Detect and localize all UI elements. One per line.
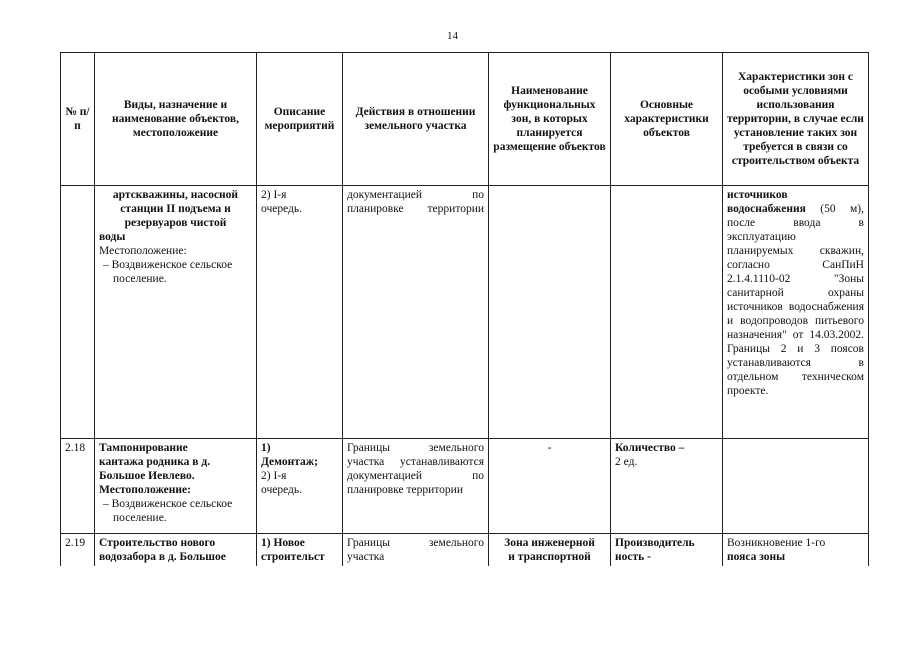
- header-actions: Действия в отношении земельного участка: [343, 53, 489, 186]
- actions-cell: Границы земельного участка устанавливаются документацией по планировке территории: [343, 439, 489, 534]
- measures-cell: 1) Новое строительст: [257, 534, 343, 579]
- object-name-cell: Тампонирование кантажа родника в д. Большое Иевлево. Местоположение: – Воздвиженское сельское поселение.: [95, 439, 257, 534]
- table-row: [61, 439, 869, 534]
- page-number: 14: [447, 30, 458, 42]
- characteristics-cell: Количество – 2 ед.: [611, 439, 723, 534]
- table-row: [61, 186, 869, 439]
- header-objects: Виды, назначение и наименование объектов, местоположение: [95, 53, 257, 186]
- measures-cell: 1) Демонтаж; 2) I-я очередь.: [257, 439, 343, 534]
- row-number: 2.19: [61, 534, 95, 579]
- location-label: Местоположение:: [99, 245, 187, 257]
- header-special-zones: Характеристики зон с особыми условиями использования территории, в случае если установление таких зон требуется в связи со строительством объекта: [723, 53, 869, 186]
- location-value: – Воздвиженское сельское поселение.: [103, 259, 233, 285]
- row-number: 2.18: [61, 439, 95, 534]
- objects-table: [60, 52, 869, 579]
- zones-cell: -: [489, 439, 611, 534]
- header-zones: Наименование функциональных зон, в которых планируется размещение объектов: [489, 53, 611, 186]
- measures-cell: 2) I-я очередь.: [257, 186, 343, 439]
- special-zones-cell: источников водоснабжения (50 м), после ввода в эксплуатацию планируемых скважин, согласно СанПиН 2.1.4.1110-02 "Зоны санитарной охраны источников водоснабжения и водопроводов питьевого назначения" от 14.03.2002. Границы 2 и 3 поясов устанавливаются в отдельном техническом проекте.: [723, 186, 869, 439]
- table-header-row: [61, 53, 869, 186]
- zones-cell: [489, 186, 611, 439]
- zones-cell: Зона инженерной и транспортной: [489, 534, 611, 579]
- actions-cell: документацией по планировке территории: [343, 186, 489, 439]
- object-name-cell: артскважины, насосной станции II подъема и резервуаров чистой воды Местоположение: – Воздвиженское сельское поселение.: [95, 186, 257, 439]
- special-zones-cell: Возникновение 1-го пояса зоны: [723, 534, 869, 579]
- location-label: Местоположение:: [99, 484, 191, 496]
- header-measures: Описание мероприятий: [257, 53, 343, 186]
- location-value: – Воздвиженское сельское поселение.: [103, 498, 233, 524]
- characteristics-cell: Производитель ность -: [611, 534, 723, 579]
- page-bottom-margin: [0, 566, 905, 646]
- header-characteristics: Основные характеристики объектов: [611, 53, 723, 186]
- special-zones-cell: [723, 439, 869, 534]
- characteristics-cell: [611, 186, 723, 439]
- header-number: № п/п: [61, 53, 95, 186]
- object-name-cell: Строительство нового водозабора в д. Большое: [95, 534, 257, 579]
- actions-cell: Границы земельного участка: [343, 534, 489, 579]
- row-number: [61, 186, 95, 439]
